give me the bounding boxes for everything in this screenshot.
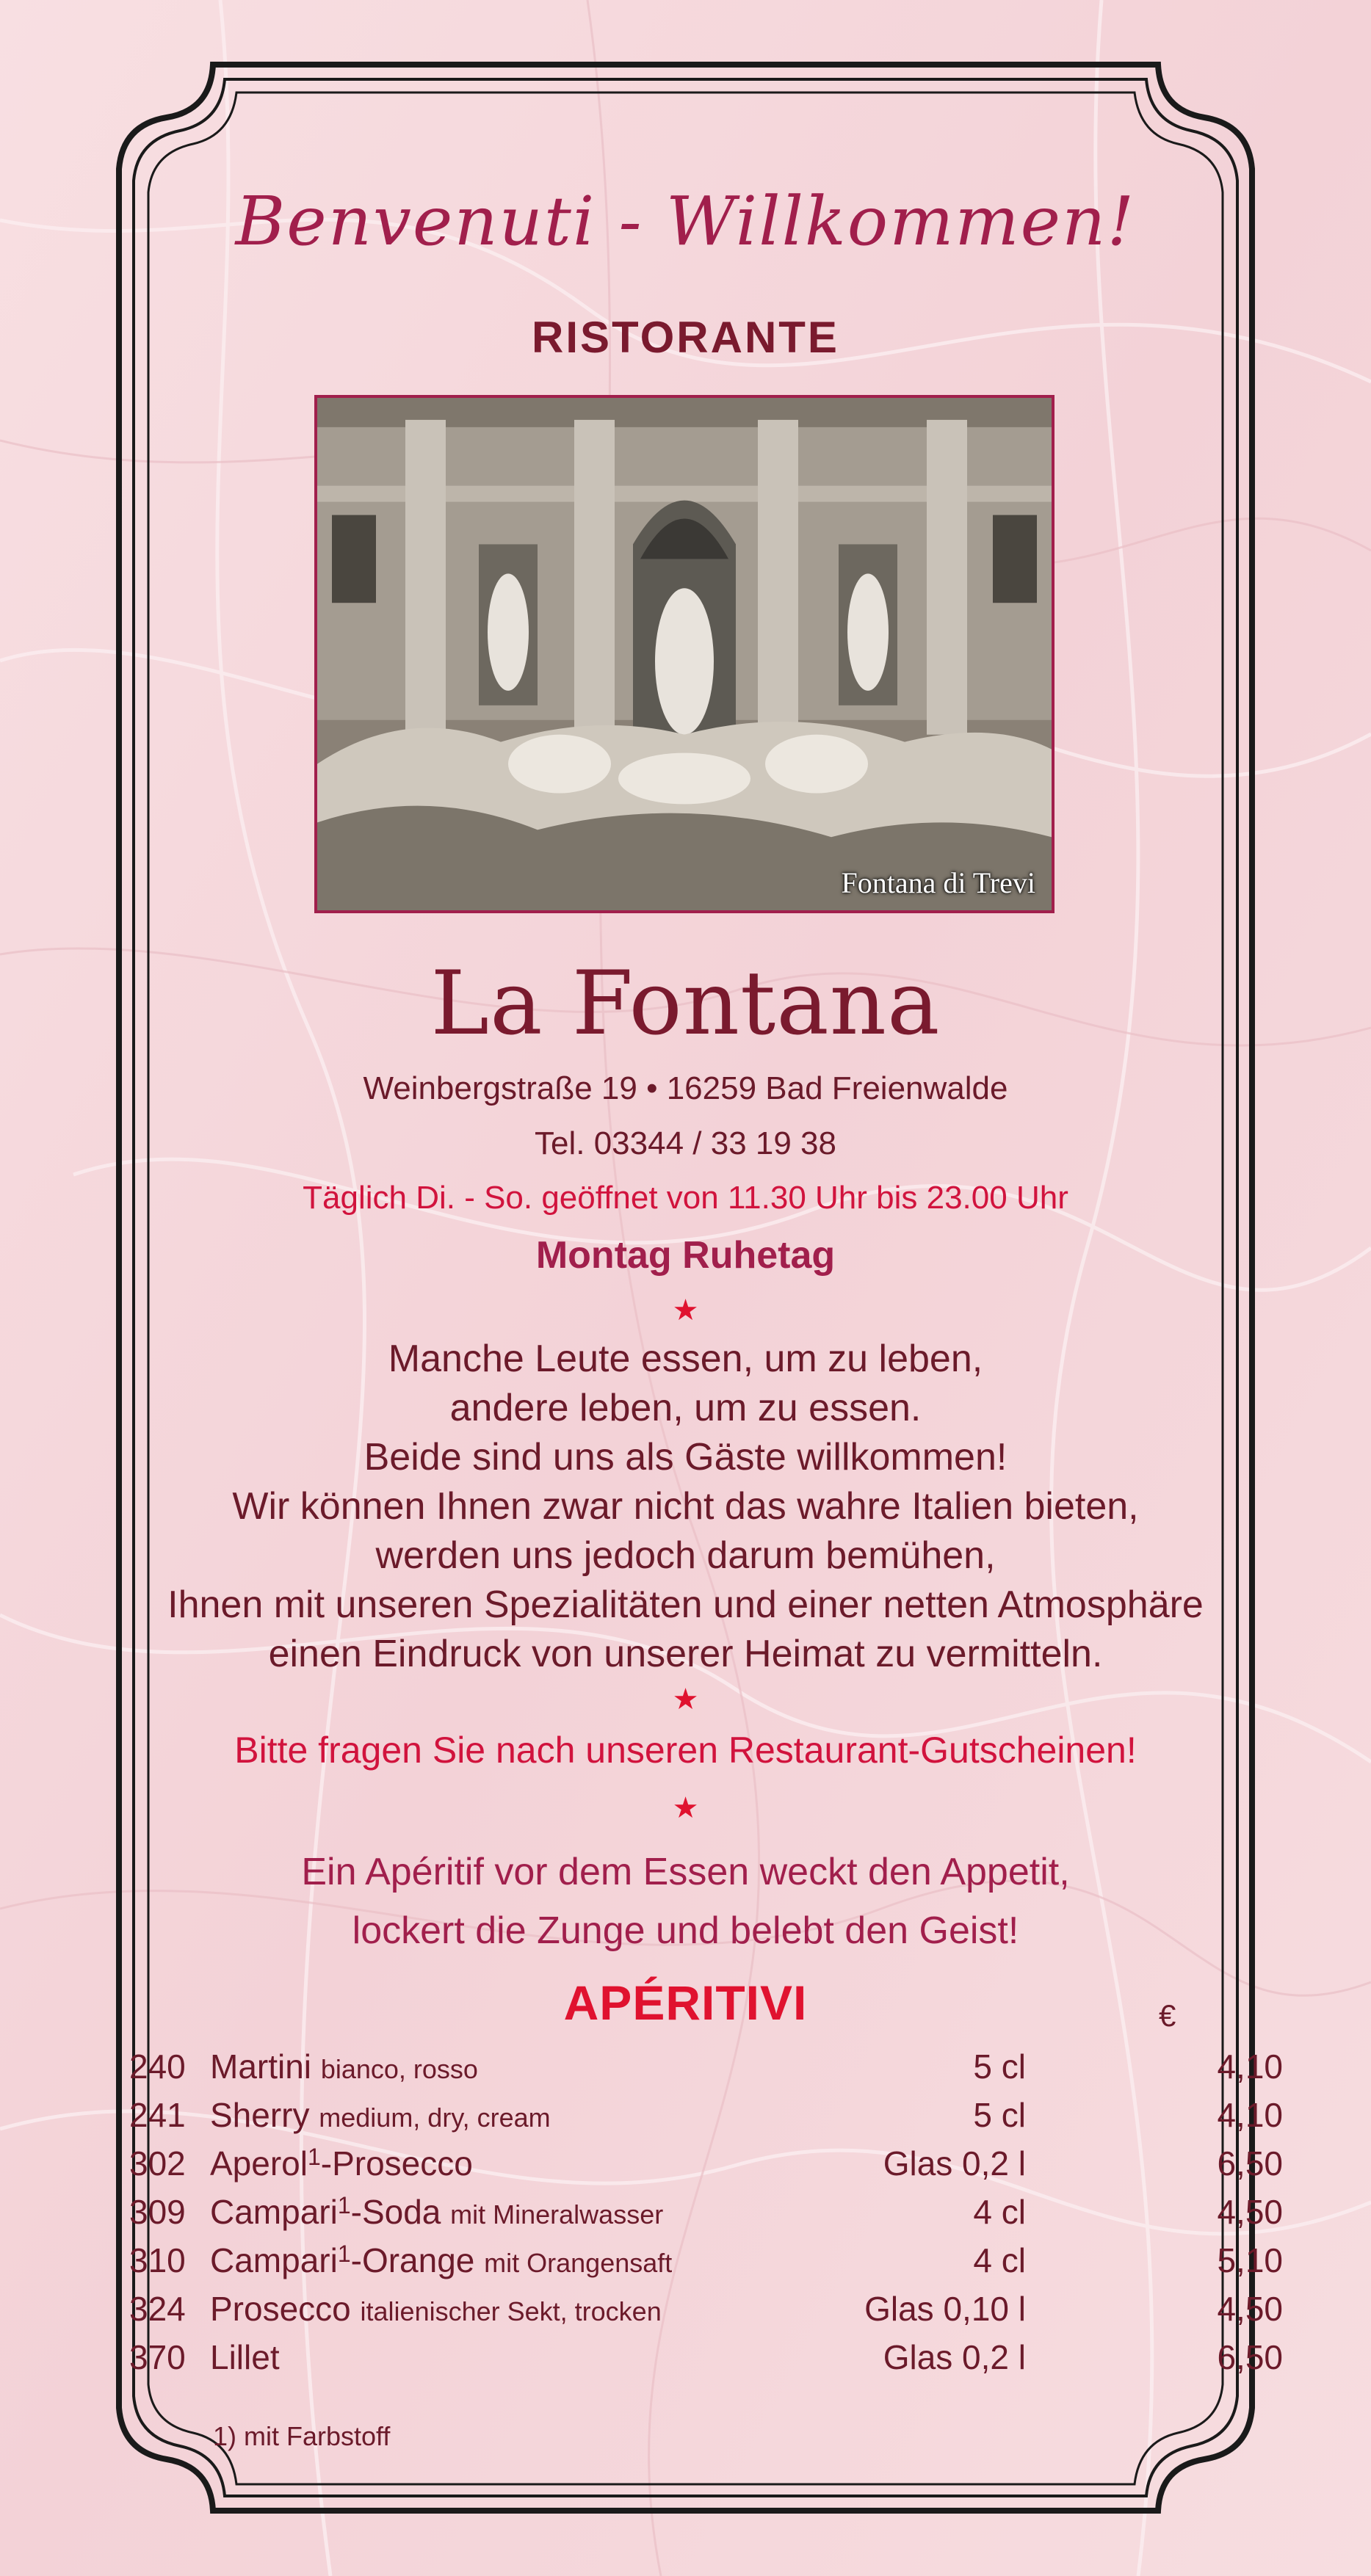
item-quantity: 5 cl bbox=[973, 2096, 1026, 2134]
item-number: 324 bbox=[129, 2290, 186, 2328]
quote-line: einen Eindruck von unserer Heimat zu vermitteln. bbox=[268, 1633, 1103, 1675]
item-name: Sherry bbox=[210, 2096, 310, 2134]
item-name-group bbox=[210, 2047, 478, 2086]
item-name: Campari bbox=[210, 2241, 338, 2279]
item-name-group bbox=[210, 2095, 551, 2135]
photo-caption: Fontana di Trevi bbox=[841, 866, 1035, 899]
star-icon: ★ bbox=[672, 1792, 699, 1824]
quote-line: Beide sind uns als Gäste willkommen! bbox=[363, 1436, 1008, 1479]
item-price: 4,50 bbox=[1217, 2193, 1283, 2231]
slogan-line: Ein Apéritif vor dem Essen weckt den Appetit, bbox=[301, 1851, 1070, 1893]
menu-item-row bbox=[129, 2337, 1283, 2386]
item-footnote-mark: 1 bbox=[307, 2144, 321, 2170]
item-name-suffix: -Orange bbox=[350, 2241, 475, 2279]
item-number: 370 bbox=[129, 2338, 186, 2376]
quote-line: Manche Leute essen, um zu leben, bbox=[388, 1338, 983, 1380]
item-quantity: Glas 0,2 l bbox=[883, 2144, 1026, 2183]
item-number: 241 bbox=[129, 2096, 186, 2134]
item-name-suffix: -Soda bbox=[350, 2193, 441, 2231]
menu-item-row bbox=[129, 2144, 1283, 2192]
item-number: 302 bbox=[129, 2144, 186, 2183]
star-icon: ★ bbox=[672, 1683, 699, 1716]
item-quantity: Glas 0,10 l bbox=[864, 2290, 1026, 2328]
item-quantity: 4 cl bbox=[973, 2241, 1026, 2279]
ristorante-label: RISTORANTE bbox=[532, 313, 839, 362]
slogan-line: lockert die Zunge und belebt den Geist! bbox=[352, 1909, 1019, 1952]
quote-line: Ihnen mit unseren Spezialitäten und einer netten Atmosphäre bbox=[167, 1583, 1204, 1626]
restaurant-phone: Tel. 03344 / 33 19 38 bbox=[535, 1125, 836, 1161]
item-name: Lillet bbox=[210, 2338, 280, 2376]
item-number: 310 bbox=[129, 2241, 186, 2279]
welcome-quote bbox=[88, 1335, 1283, 1679]
item-name-group bbox=[210, 2192, 663, 2232]
item-description: mit Orangensaft bbox=[484, 2248, 673, 2278]
item-name-group bbox=[210, 2289, 662, 2329]
welcome-heading: Benvenuti - Willkommen! bbox=[235, 182, 1136, 261]
menu-item-row bbox=[129, 2192, 1283, 2241]
item-description: medium, dry, cream bbox=[319, 2102, 551, 2133]
quote-line: Wir können Ihnen zwar nicht das wahre Italien bieten, bbox=[232, 1485, 1139, 1528]
item-footnote-mark: 1 bbox=[337, 2241, 351, 2267]
item-description: mit Mineralwasser bbox=[450, 2199, 664, 2229]
menu-item-row bbox=[129, 2095, 1283, 2144]
item-number: 240 bbox=[129, 2047, 186, 2086]
item-price: 4,50 bbox=[1217, 2290, 1283, 2328]
item-name-group bbox=[210, 2144, 473, 2183]
item-quantity: 5 cl bbox=[973, 2047, 1026, 2086]
opening-hours: Täglich Di. - So. geöffnet von 11.30 Uhr bis 23.00 Uhr bbox=[303, 1180, 1068, 1216]
item-name: Campari bbox=[210, 2193, 338, 2231]
section-title-aperitivi: APÉRITIVI bbox=[563, 1975, 808, 2030]
restaurant-address: Weinbergstraße 19 • 16259 Bad Freienwalde bbox=[363, 1070, 1008, 1106]
item-name: Prosecco bbox=[210, 2290, 351, 2328]
item-price: 6,50 bbox=[1217, 2338, 1283, 2376]
menu-item-row bbox=[129, 2241, 1283, 2289]
star-icon: ★ bbox=[672, 1294, 699, 1327]
item-description: bianco, rosso bbox=[320, 2054, 478, 2084]
menu-item-row bbox=[129, 2047, 1283, 2095]
footnote: 1) mit Farbstoff bbox=[213, 2421, 391, 2451]
item-footnote-mark: 1 bbox=[337, 2192, 351, 2218]
item-quantity: 4 cl bbox=[973, 2193, 1026, 2231]
trevi-fountain-photo bbox=[314, 395, 1055, 913]
item-name: Aperol bbox=[210, 2144, 308, 2183]
currency-symbol: € bbox=[1159, 1998, 1176, 2033]
item-name-suffix: -Prosecco bbox=[320, 2144, 473, 2183]
aperitif-list bbox=[129, 2047, 1283, 2386]
menu-item-row bbox=[129, 2289, 1283, 2337]
item-price: 4,10 bbox=[1217, 2096, 1283, 2134]
item-price: 5,10 bbox=[1217, 2241, 1283, 2279]
item-description: italienischer Sekt, trocken bbox=[360, 2296, 662, 2326]
item-number: 309 bbox=[129, 2193, 186, 2231]
restaurant-name: La Fontana bbox=[430, 953, 941, 1055]
item-quantity: Glas 0,2 l bbox=[883, 2338, 1026, 2376]
aperitif-slogan bbox=[88, 1843, 1283, 1960]
quote-line: andere leben, um zu essen. bbox=[449, 1387, 922, 1429]
item-name-group bbox=[210, 2337, 280, 2377]
item-price: 4,10 bbox=[1217, 2047, 1283, 2086]
item-name-group bbox=[210, 2241, 672, 2280]
menu-page bbox=[88, 0, 1283, 2576]
item-name: Martini bbox=[210, 2047, 312, 2086]
quote-line: werden uns jedoch darum bemühen, bbox=[375, 1534, 996, 1577]
item-price: 6,50 bbox=[1217, 2144, 1283, 2183]
rest-day: Montag Ruhetag bbox=[535, 1234, 836, 1277]
voucher-note: Bitte fragen Sie nach unseren Restaurant-Gutscheinen! bbox=[234, 1730, 1137, 1771]
